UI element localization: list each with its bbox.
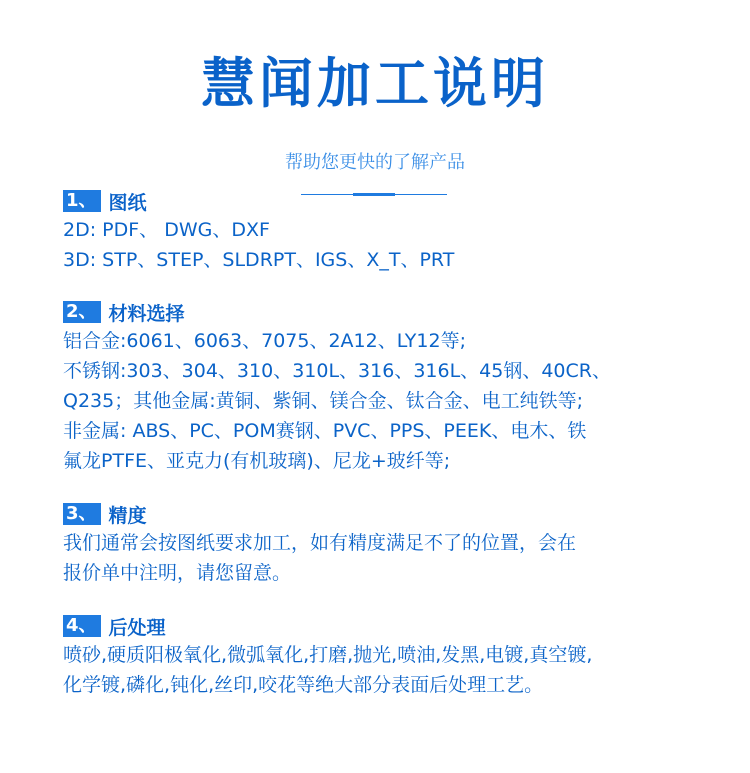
section-line: 铝合金:6061、6063、7075、2A12、LY12等;	[63, 330, 466, 352]
section-precision	[63, 500, 576, 588]
section-heading	[63, 612, 592, 640]
section-materials	[63, 298, 611, 476]
section-line: 化学镀,磷化,钝化,丝印,咬花等绝大部分表面后处理工艺。	[63, 674, 544, 696]
section-number-badge: 4、	[63, 615, 101, 637]
section-line: 不锈钢:303、304、310、310L、316、316L、45钢、40CR、	[63, 360, 611, 382]
section-heading	[63, 298, 611, 326]
section-number-badge: 3、	[63, 503, 101, 525]
section-heading	[63, 500, 576, 528]
section-line: 非金属: ABS、PC、POM赛钢、PVC、PPS、PEEK、电木、铁	[63, 420, 587, 442]
section-number-badge: 2、	[63, 301, 101, 323]
section-line: Q235；其他金属:黄铜、紫铜、镁合金、钛合金、电工纯铁等;	[63, 390, 584, 412]
section-line: 3D: STP、STEP、SLDRPT、IGS、X_T、PRT	[63, 249, 455, 271]
page-title: 慧闻加工说明	[201, 52, 549, 115]
section-title: 后处理	[108, 616, 166, 639]
section-post-processing	[63, 612, 592, 700]
section-title: 精度	[108, 504, 147, 527]
section-number-badge: 1、	[63, 190, 101, 212]
section-drawings	[63, 187, 454, 275]
section-line: 我们通常会按图纸要求加工，如有精度满足不了的位置，会在	[63, 532, 577, 554]
section-line: 氟龙PTFE、亚克力(有机玻璃)、尼龙+玻纤等;	[63, 450, 451, 472]
section-title: 材料选择	[108, 302, 185, 325]
page-subtitle: 帮助您更快的了解产品	[285, 152, 465, 173]
section-title: 图纸	[108, 191, 147, 214]
section-heading	[63, 187, 454, 215]
section-line: 喷砂,硬质阳极氧化,微弧氧化,打磨,抛光,喷油,发黑,电镀,真空镀,	[63, 644, 593, 666]
section-line: 报价单中注明，请您留意。	[63, 562, 292, 584]
section-line: 2D: PDF、 DWG、DXF	[63, 219, 270, 241]
